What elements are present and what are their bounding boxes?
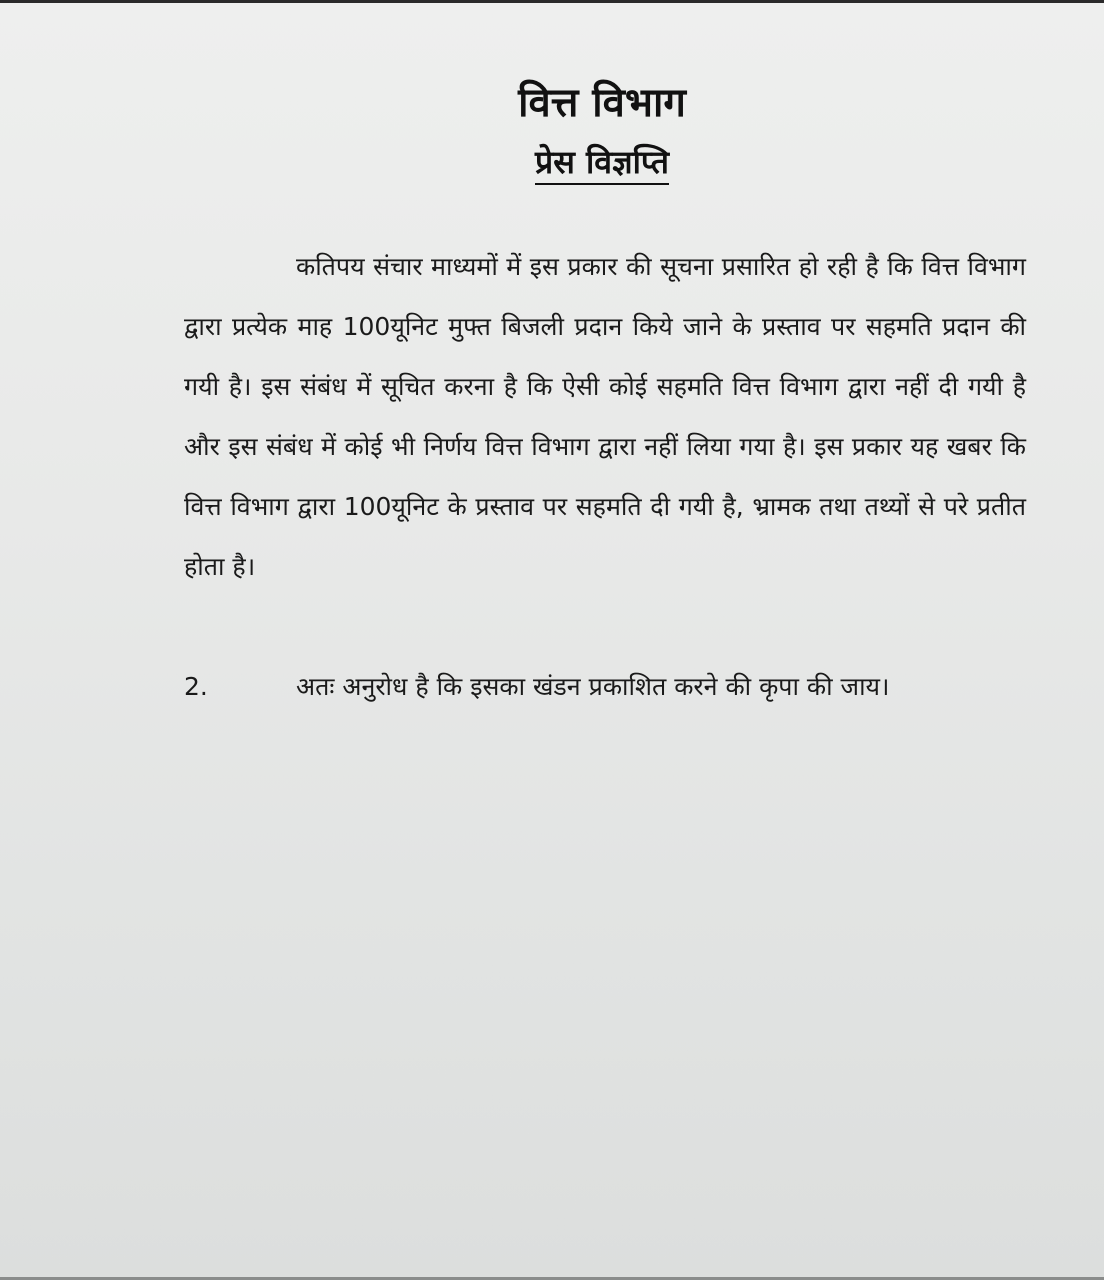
paragraph-2 xyxy=(184,657,1026,717)
department-title: वित्त विभाग xyxy=(518,80,686,126)
paragraph-1-text: कतिपय संचार माध्यमों में इस प्रकार की सूचना प्रसारित हो रही है कि वित्त विभाग द्वारा प्रत्येक माह 100यूनिट मुफ्त बिजली प्रदान किये जाने के प्रस्ताव पर सहमति प्रदान की गयी है। इस संबंध में सूचित करना है कि ऐसी कोई सहमति वित्त विभाग द्वारा नहीं दी गयी है और इस संबंध में कोई भी निर्णय वित्त विभाग द्वारा नहीं लिया गया है। इस प्रकार यह खबर कि वित्त विभाग द्वारा 100यूनिट के प्रस्ताव पर सहमति दी गयी है, भ्रामक तथा तथ्यों से परे प्रतीत होता है। xyxy=(184,252,1026,581)
paragraph-1 xyxy=(184,237,1026,597)
paragraph-2-number: 2. xyxy=(184,672,208,701)
press-release-heading-text: प्रेस विज्ञप्ति xyxy=(535,143,669,185)
paragraph-2-text: अतः अनुरोध है कि इसका खंडन प्रकाशित करने की कृपा की जाय। xyxy=(296,672,890,701)
press-release-heading xyxy=(0,140,1104,184)
